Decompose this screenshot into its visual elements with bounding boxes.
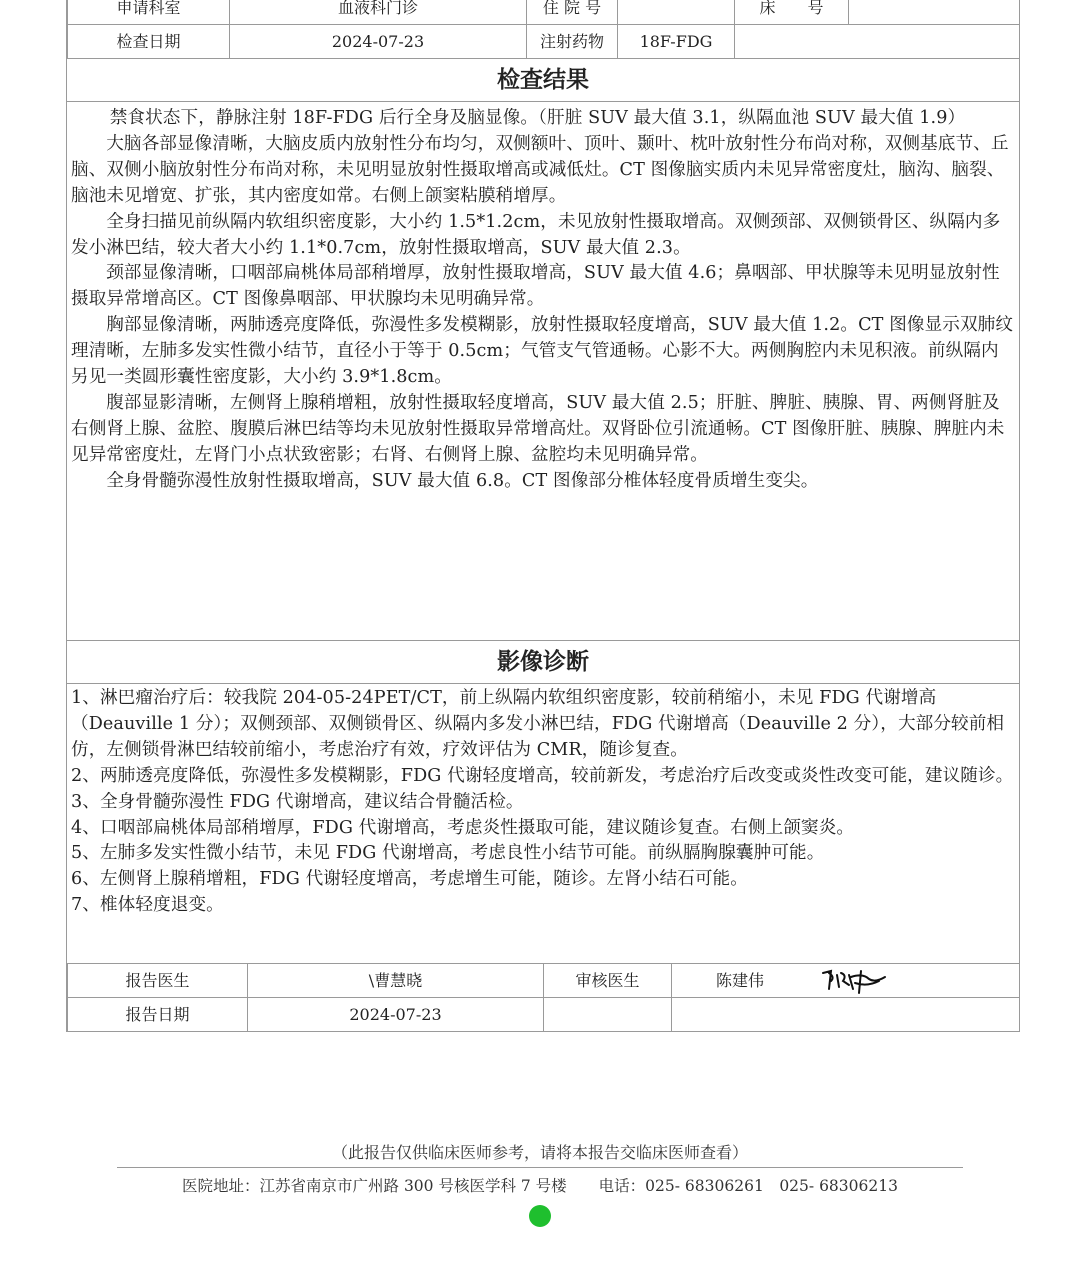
diagnosis-item: 2、两肺透亮度降低，弥漫性多发模糊影，FDG 代谢轻度增高，较前新发，考虑治疗后改变或炎性改变可能，建议随诊。 (71, 765, 1014, 786)
findings-paragraph: 全身骨髓弥漫性放射性摄取增高，SUV 最大值 6.8。CT 图像部分椎体轻度骨质增生变尖。 (106, 470, 819, 491)
exam-date-value: 2024-07-23 (230, 25, 527, 59)
diagnosis-item: 7、椎体轻度退变。 (71, 895, 224, 916)
signoff-table (67, 964, 1020, 1032)
reviewer-label: 审核医生 (544, 964, 672, 998)
bed-value (849, 0, 1020, 25)
handwritten-signature-image (819, 967, 889, 995)
findings-paragraph: 禁食状态下，静脉注射 18F-FDG 后行全身及脑显像。（肝脏 SUV 最大值 3.1，纵隔血池 SUV 最大值 1.9） (109, 108, 966, 128)
info-row-department (68, 0, 1020, 25)
signoff-row-doctors (68, 964, 1020, 998)
diagnosis-item: 6、左侧肾上腺稍增粗，FDG 代谢轻度增高，考虑增生可能，随诊。左肾小结石可能。 (71, 869, 748, 890)
empty-cell (735, 25, 1020, 59)
drug-value: 18F-FDG (618, 25, 735, 59)
report-date-label: 报告日期 (68, 998, 248, 1032)
diagnosis-section (67, 684, 1019, 964)
findings-section (67, 102, 1019, 640)
diagnosis-item: 1、淋巴瘤治疗后：较我院 204-05-24PET/CT，前上纵隔内软组织密度影，较前稍缩小，未见 FDG 代谢增高（Deauville 1 分）；双侧颈部、双侧锁骨区、纵隔内多发小淋巴结，FDG 代谢增高（Deauville 2 分），大部分较前相仿，左侧锁骨淋巴结较前缩小，考虑治疗有效，疗效评估为 CMR，随诊复查。 (71, 688, 1005, 760)
empty-cell (544, 998, 672, 1032)
diagnosis-item: 3、全身骨髓弥漫性 FDG 代谢增高，建议结合骨髓活检。 (71, 791, 524, 812)
hospital-phone: 电话：025- 68306261 025- 68306213 (598, 1177, 898, 1195)
reviewer-cell (672, 964, 1020, 998)
empty-cell (672, 998, 1020, 1032)
report-date-value: 2024-07-23 (248, 998, 544, 1032)
dept-label: 申请科室 (68, 0, 230, 25)
findings-paragraph: 全身扫描见前纵隔内软组织密度影，大小约 1.5*1.2cm，未见放射性摄取增高。双侧颈部、双侧锁骨区、纵隔内多发小淋巴结，较大者大小约 1.1*0.7cm，放射性摄取增高，SUV 最大值 2.3。 (71, 211, 1001, 258)
reporter-value: \曹慧晓 (248, 964, 544, 998)
bed-label: 床 号 (735, 0, 849, 25)
dept-value: 血液科门诊 (230, 0, 527, 25)
drug-label: 注射药物 (527, 25, 618, 59)
reporter-label: 报告医生 (68, 964, 248, 998)
inpatient-label: 住 院 号 (527, 0, 618, 25)
report-sheet (66, 0, 1020, 1032)
signoff-row-date (68, 998, 1020, 1032)
inpatient-value (618, 0, 735, 25)
findings-paragraph: 胸部显像清晰，两肺透亮度降低，弥漫性多发模糊影，放射性摄取轻度增高，SUV 最大值 1.2。CT 图像显示双肺纹理清晰，左肺多发实性微小结节，直径小于等于 0.5cm；气管支气管通畅。心影不大。两侧胸腔内未见积液。前纵隔内另见一类圆形囊性密度影，大小约 3.9*1.8cm。 (71, 315, 1014, 388)
patient-info-table (67, 0, 1020, 59)
exam-date-label: 检查日期 (68, 25, 230, 59)
footer-contact (0, 1174, 1080, 1196)
hospital-address: 医院地址：江苏省南京市广州路 300 号核医学科 7 号楼 (182, 1177, 567, 1195)
diagnosis-item: 5、左肺多发实性微小结节，未见 FDG 代谢增高，考虑良性小结节可能。前纵膈胸腺囊肿可能。 (71, 843, 825, 864)
disclaimer-note: （此报告仅供临床医师参考，请将本报告交临床医师查看） (331, 1143, 748, 1162)
findings-paragraph: 颈部显像清晰，口咽部扁桃体局部稍增厚，放射性摄取增高，SUV 最大值 4.6；鼻咽部、甲状腺等未见明显放射性摄取异常增高区。CT 图像鼻咽部、甲状腺均未见明确异常。 (71, 263, 1000, 310)
diagnosis-item: 4、口咽部扁桃体局部稍增厚，FDG 代谢增高，考虑炎性摄取可能，建议随诊复查。右侧上颌窦炎。 (71, 817, 855, 838)
footer-divider (117, 1167, 963, 1168)
findings-paragraph: 腹部显影清晰，左侧肾上腺稍增粗，放射性摄取轻度增高，SUV 最大值 2.5；肝脏、脾脏、胰腺、胃、两侧肾脏及右侧肾上腺、盆腔、腹膜后淋巴结等均未见放射性摄取异常增高灶。双肾卧位引流通畅。CT 图像肝脏、胰腺、脾脏内未见异常密度灶，左肾门小点状致密影；右肾、右侧肾上腺、盆腔均未见明确异常。 (71, 392, 1005, 465)
reviewer-value: 陈建伟 (716, 971, 765, 990)
info-row-exam (68, 25, 1020, 59)
findings-title: 检查结果 (67, 59, 1019, 102)
status-dot-icon (529, 1205, 551, 1227)
diagnosis-title: 影像诊断 (67, 640, 1019, 684)
findings-paragraph: 大脑各部显像清晰，大脑皮质内放射性分布均匀，双侧额叶、顶叶、颞叶、枕叶放射性分布尚对称，双侧基底节、丘脑、双侧小脑放射性分布尚对称，未见明显放射性摄取增高或减低灶。CT 图像脑实质内未见异常密度灶，脑沟、脑裂、脑池未见增宽、扩张，其内密度如常。右侧上颌窦粘膜稍增厚。 (71, 133, 1009, 206)
